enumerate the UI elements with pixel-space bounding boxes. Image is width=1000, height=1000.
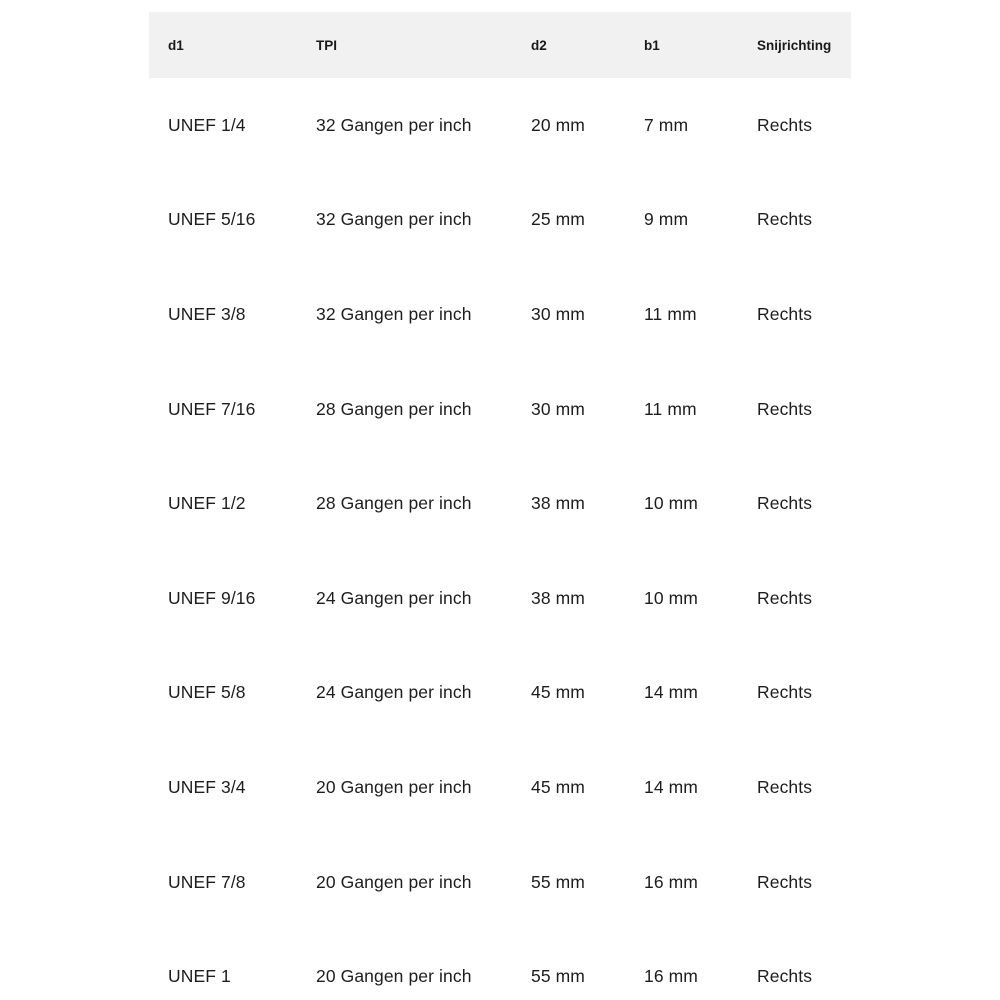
cell-d1: UNEF 1/2 xyxy=(168,493,246,514)
cell-tpi: 32 Gangen per inch xyxy=(316,114,472,135)
table-row xyxy=(149,646,851,741)
cell-snijrichting: Rechts xyxy=(757,303,813,324)
cell-tpi: 20 Gangen per inch xyxy=(316,966,472,987)
table-row xyxy=(149,551,851,646)
cell-d2: 45 mm xyxy=(531,776,585,797)
cell-d2: 25 mm xyxy=(531,209,585,230)
cell-b1: 11 mm xyxy=(644,398,697,419)
table-row xyxy=(149,456,851,551)
cell-b1: 10 mm xyxy=(644,587,698,608)
cell-d1: UNEF 1 xyxy=(168,966,231,987)
cell-tpi: 32 Gangen per inch xyxy=(316,303,472,324)
cell-d2: 55 mm xyxy=(531,966,585,987)
cell-b1: 16 mm xyxy=(644,966,698,987)
cell-snijrichting: Rechts xyxy=(757,493,813,514)
cell-d2: 45 mm xyxy=(531,682,585,703)
table-row xyxy=(149,835,851,930)
cell-b1: 10 mm xyxy=(644,493,698,514)
table-header-row xyxy=(149,12,851,78)
cell-tpi: 20 Gangen per inch xyxy=(316,871,472,892)
cell-snijrichting: Rechts xyxy=(757,587,813,608)
cell-d1: UNEF 3/8 xyxy=(168,303,246,324)
cell-d2: 38 mm xyxy=(531,587,585,608)
cell-snijrichting: Rechts xyxy=(757,871,813,892)
cell-b1: 9 mm xyxy=(644,209,689,230)
cell-d1: UNEF 7/16 xyxy=(168,398,256,419)
cell-d2: 20 mm xyxy=(531,114,585,135)
column-header-d2: d2 xyxy=(531,37,547,53)
cell-snijrichting: Rechts xyxy=(757,398,813,419)
cell-b1: 14 mm xyxy=(644,682,698,703)
table-row xyxy=(149,267,851,362)
table-row xyxy=(149,78,851,173)
cell-d1: UNEF 3/4 xyxy=(168,776,246,797)
cell-b1: 7 mm xyxy=(644,114,689,135)
cell-snijrichting: Rechts xyxy=(757,209,813,230)
cell-d2: 38 mm xyxy=(531,493,585,514)
cell-snijrichting: Rechts xyxy=(757,114,813,135)
cell-tpi: 28 Gangen per inch xyxy=(316,493,472,514)
table-row xyxy=(149,740,851,835)
cell-d1: UNEF 5/16 xyxy=(168,209,256,230)
cell-snijrichting: Rechts xyxy=(757,776,813,797)
table-row xyxy=(149,173,851,268)
cell-b1: 11 mm xyxy=(644,303,697,324)
cell-d2: 30 mm xyxy=(531,303,585,324)
cell-d2: 55 mm xyxy=(531,871,585,892)
cell-snijrichting: Rechts xyxy=(757,682,813,703)
cell-d1: UNEF 5/8 xyxy=(168,682,246,703)
table-row xyxy=(149,929,851,1000)
cell-tpi: 24 Gangen per inch xyxy=(316,587,472,608)
cell-tpi: 32 Gangen per inch xyxy=(316,209,472,230)
cell-b1: 14 mm xyxy=(644,776,698,797)
column-header-snijrichting: Snijrichting xyxy=(757,37,832,53)
cell-d1: UNEF 1/4 xyxy=(168,114,246,135)
column-header-tpi: TPI xyxy=(316,37,338,53)
column-header-d1: d1 xyxy=(168,37,184,53)
cell-snijrichting: Rechts xyxy=(757,966,813,987)
unef-thread-spec-table xyxy=(149,12,851,1000)
column-header-b1: b1 xyxy=(644,37,660,53)
cell-tpi: 20 Gangen per inch xyxy=(316,776,472,797)
cell-d1: UNEF 9/16 xyxy=(168,587,256,608)
cell-d2: 30 mm xyxy=(531,398,585,419)
cell-b1: 16 mm xyxy=(644,871,698,892)
cell-tpi: 28 Gangen per inch xyxy=(316,398,472,419)
cell-d1: UNEF 7/8 xyxy=(168,871,246,892)
cell-tpi: 24 Gangen per inch xyxy=(316,682,472,703)
table-row xyxy=(149,362,851,457)
